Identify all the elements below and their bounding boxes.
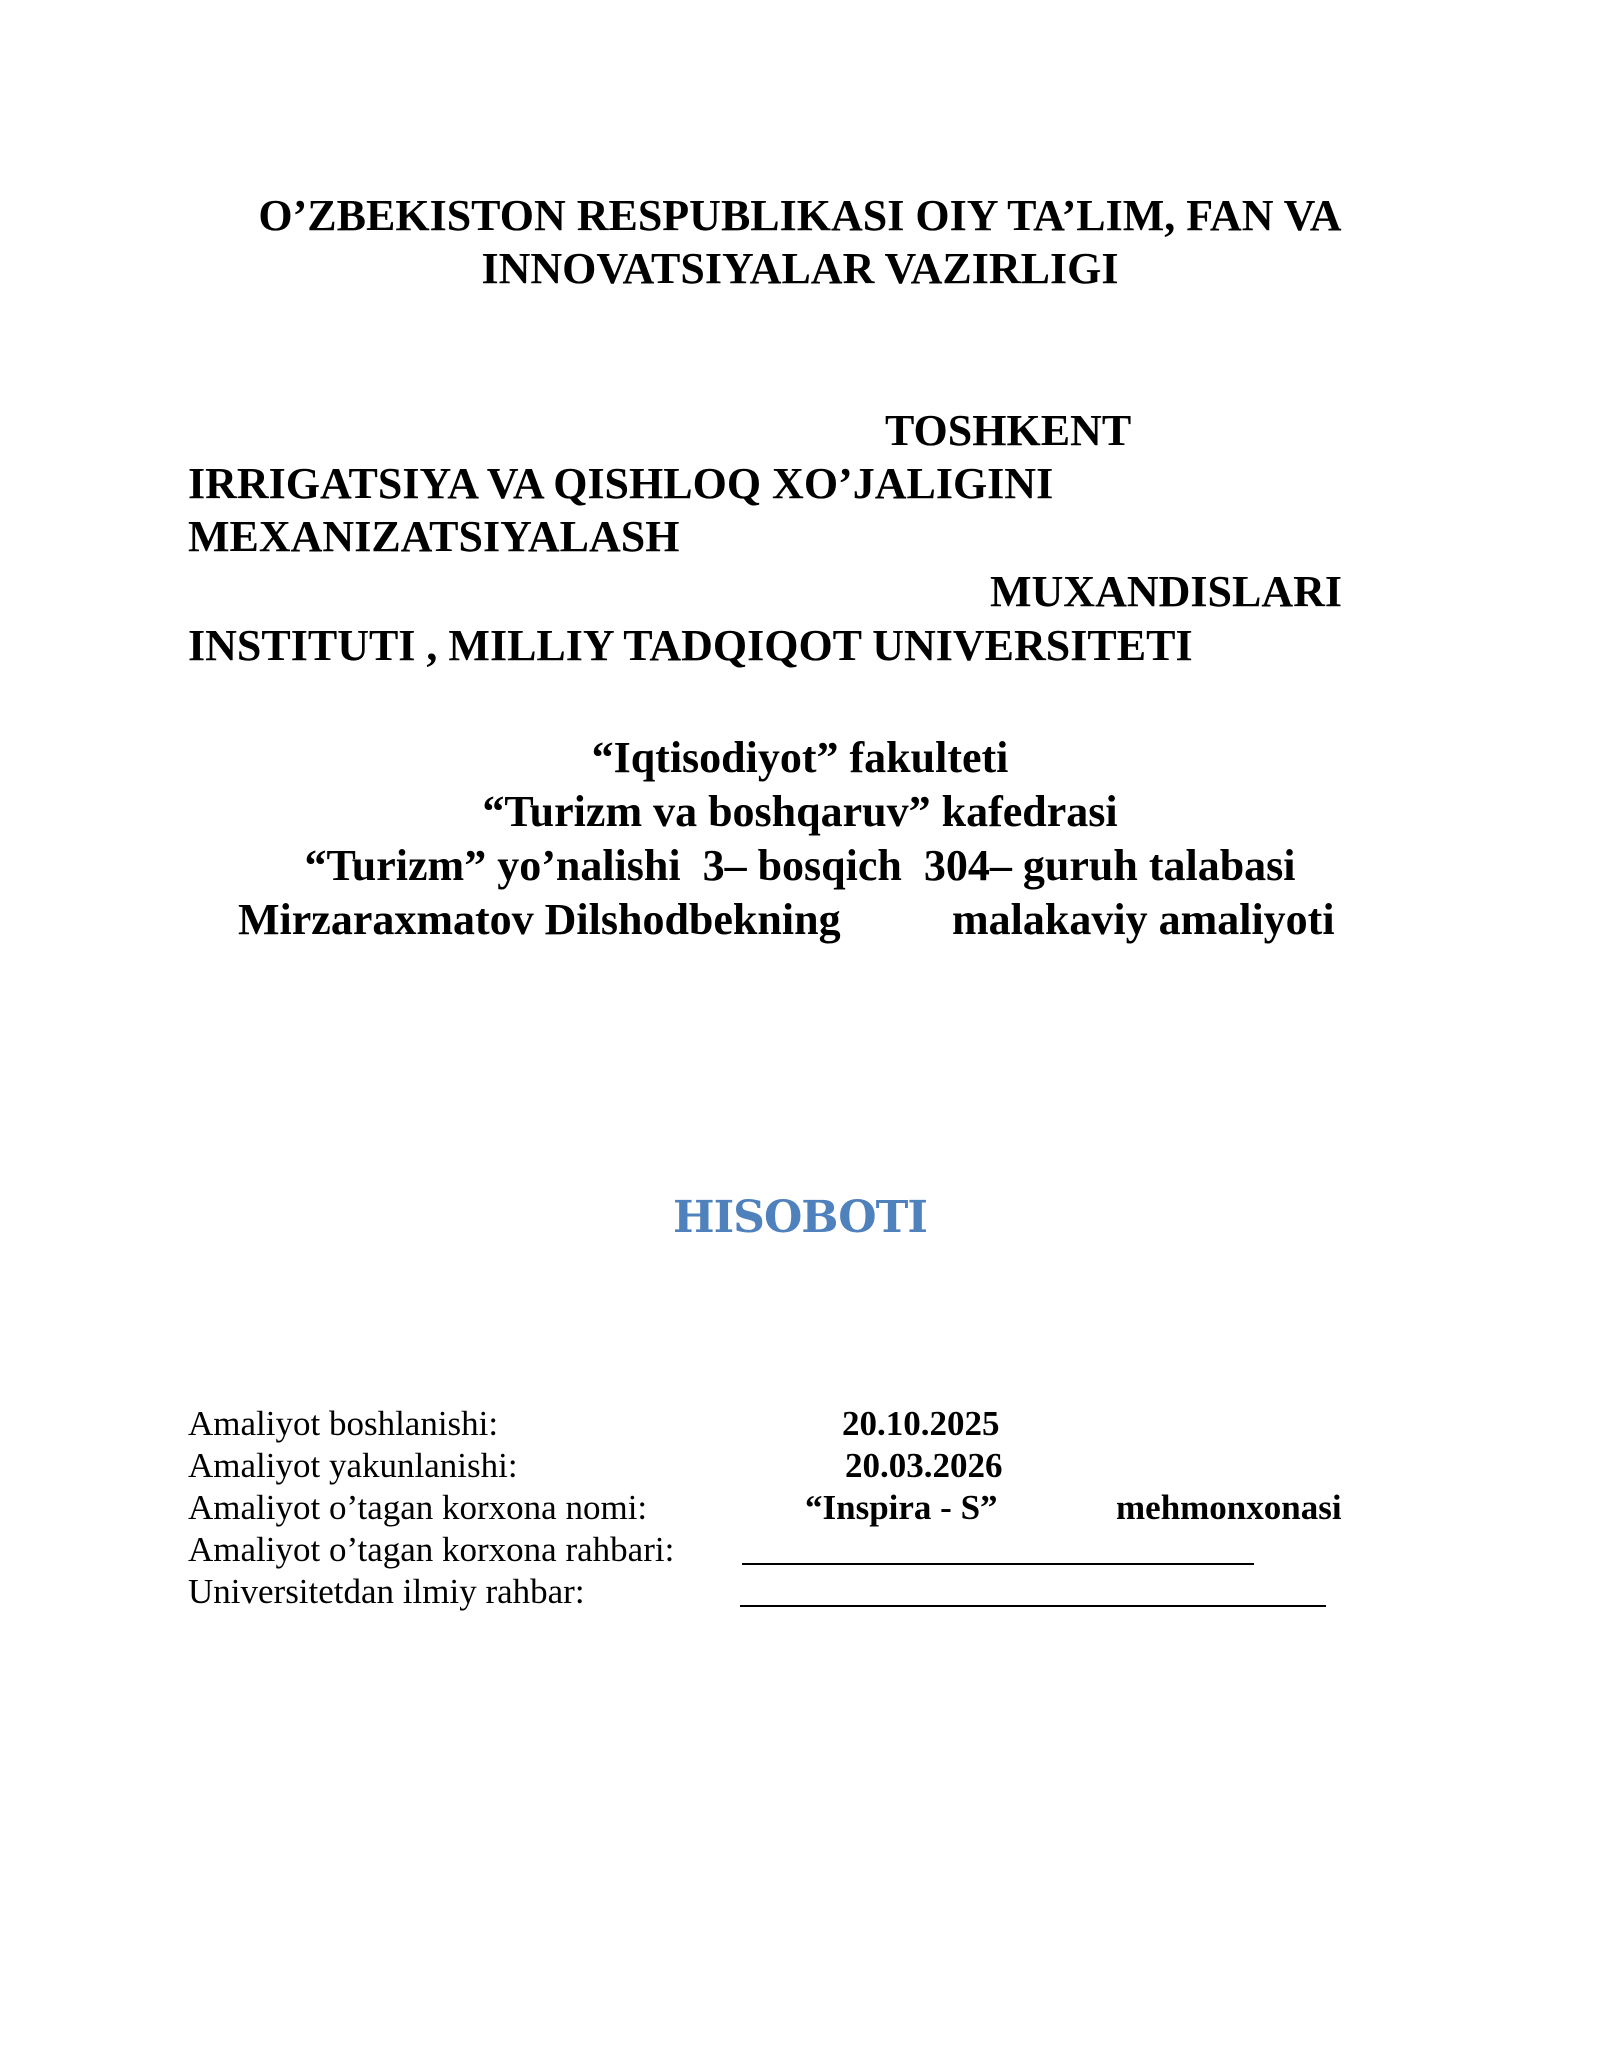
practice-end-label: Amaliyot yakunlanishi: xyxy=(188,1446,518,1485)
practice-end-value: 20.03.2026 xyxy=(845,1446,1003,1485)
program-info: “Turizm” yo’nalishi 3– bosqich 304– guruh talabasi xyxy=(304,841,1296,890)
company-type-value: mehmonxonasi xyxy=(1116,1488,1342,1527)
report-title: HISOBOTI xyxy=(673,1192,927,1243)
company-head-signature-line xyxy=(742,1563,1254,1565)
institute-line-irrigatsiya: IRRIGATSIYA VA QISHLOQ XO’JALIGINI xyxy=(188,459,1054,508)
supervisor-signature-line xyxy=(740,1605,1326,1607)
institute-line-toshkent: TOSHKENT xyxy=(885,406,1132,455)
company-head-label: Amaliyot o’tagan korxona rahbari: xyxy=(188,1530,675,1569)
institute-line-muxandislari: MUXANDISLARI xyxy=(990,567,1343,616)
student-name: Mirzaraxmatov Dilshodbekning xyxy=(238,895,841,944)
company-name-label: Amaliyot o’tagan korxona nomi: xyxy=(188,1488,648,1527)
company-name-value: “Inspira - S” xyxy=(805,1488,998,1527)
practice-type: malakaviy amaliyoti xyxy=(952,895,1335,944)
faculty-name: “Iqtisodiyot” fakulteti xyxy=(591,733,1009,782)
ministry-title-line1: O’ZBEKISTON RESPUBLIKASI OIY TA’LIM, FAN VA xyxy=(258,191,1342,240)
institute-line-mexanizatsiyalash: MEXANIZATSIYALASH xyxy=(188,512,680,561)
supervisor-label: Universitetdan ilmiy rahbar: xyxy=(188,1572,585,1611)
ministry-title-line2: INNOVATSIYALAR VAZIRLIGI xyxy=(481,244,1119,293)
practice-start-label: Amaliyot boshlanishi: xyxy=(188,1404,499,1443)
department-name: “Turizm va boshqaruv” kafedrasi xyxy=(482,787,1118,836)
institute-line-universiteti: INSTITUTI , MILLIY TADQIQOT UNIVERSITETI xyxy=(188,621,1193,670)
practice-start-value: 20.10.2025 xyxy=(842,1404,1000,1443)
